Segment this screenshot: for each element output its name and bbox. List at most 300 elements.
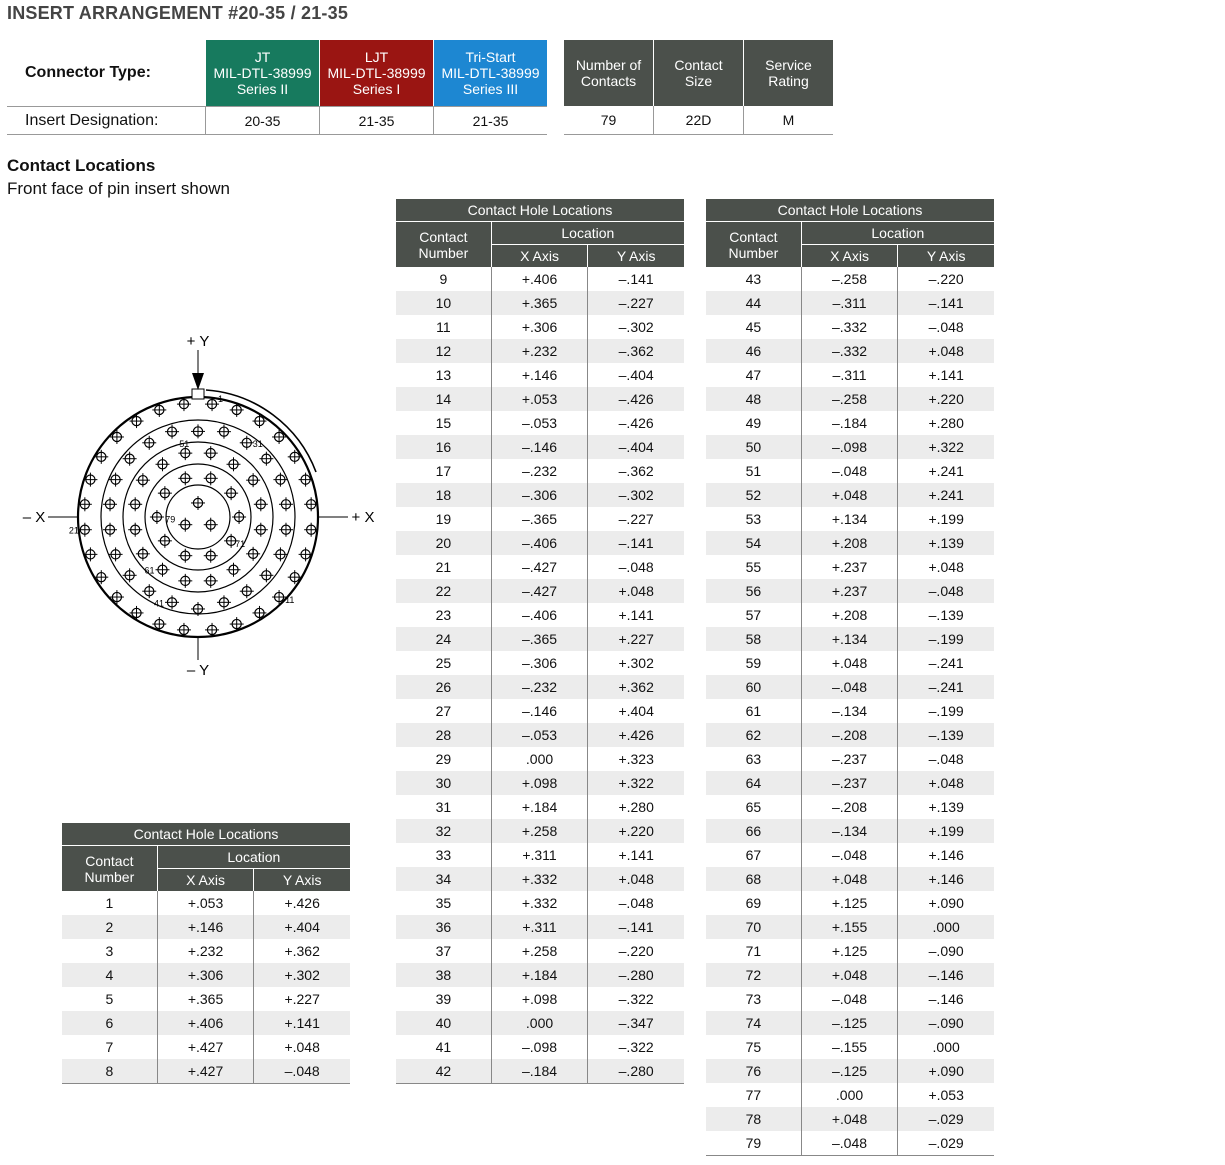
contact-table-2 <box>396 199 684 1084</box>
contact-number: 59 <box>745 655 762 671</box>
contact-number: 4 <box>62 963 157 987</box>
x-axis-value: –.406 <box>491 603 588 627</box>
contact-number: 78 <box>706 1107 801 1131</box>
y-axis-value: +.139 <box>898 531 994 555</box>
table-row <box>706 867 994 891</box>
service-rating-header: Service Rating <box>744 40 834 106</box>
table-row <box>706 1107 994 1131</box>
x-axis-value: –.365 <box>491 507 588 531</box>
y-axis-value: +.141 <box>254 1011 350 1035</box>
x-axis-value: –.125 <box>801 1059 898 1083</box>
table-row <box>706 675 994 699</box>
contact-number: 6 <box>62 1011 157 1035</box>
contact-number: 76 <box>706 1059 801 1083</box>
table-row <box>396 867 684 891</box>
contact-number: 1 <box>105 895 114 911</box>
x-axis-value: –.365 <box>491 627 588 651</box>
x-axis-value: –.048 <box>801 843 898 867</box>
table-title: Contact Hole Locations <box>706 199 994 222</box>
table-row <box>396 387 684 411</box>
table-row <box>706 507 994 531</box>
table-row <box>396 435 684 459</box>
table-row <box>62 987 350 1011</box>
location-header: Location <box>801 222 994 245</box>
contact-locations-title: Contact Locations <box>7 156 156 175</box>
y-axis-value: –.220 <box>588 939 684 963</box>
contact-number: 10 <box>396 291 491 315</box>
contact-number: 42 <box>396 1059 491 1084</box>
table-row <box>62 1011 350 1035</box>
y-axis-value: –.199 <box>898 627 994 651</box>
y-axis-value: +.220 <box>588 819 684 843</box>
key-arrow-icon <box>192 373 204 390</box>
contact-number: 79 <box>706 1131 801 1156</box>
contact-number: 45 <box>745 319 762 335</box>
table-row <box>396 459 684 483</box>
y-axis-value: +.048 <box>588 579 684 603</box>
y-axis-value: –.302 <box>588 315 684 339</box>
y-axis-value: –.048 <box>898 747 994 771</box>
x-axis-value: –.427 <box>491 579 588 603</box>
contact-number-header: Contact Number <box>396 222 491 268</box>
table-row <box>396 963 684 987</box>
y-axis-value: –.048 <box>588 891 684 915</box>
contact-number: 16 <box>396 435 491 459</box>
table-row <box>706 363 994 387</box>
contact-number: 39 <box>435 991 452 1007</box>
contact-number: 13 <box>435 367 452 383</box>
contact-number: 17 <box>435 463 452 479</box>
table-row <box>396 843 684 867</box>
table-row <box>396 1059 684 1084</box>
table-row <box>396 747 684 771</box>
y-axis-value: –.139 <box>898 723 994 747</box>
x-axis-value: +.237 <box>801 555 898 579</box>
y-axis-value: –.220 <box>898 267 994 291</box>
contact-number: 33 <box>435 847 452 863</box>
y-axis-value: +.241 <box>898 483 994 507</box>
table-row <box>706 723 994 747</box>
x-axis-value: +.232 <box>157 939 254 963</box>
contact-number: 69 <box>745 895 762 911</box>
table-row <box>706 387 994 411</box>
x-axis-value: –.427 <box>491 555 588 579</box>
contact-locations-subtitle: Front face of pin insert shown <box>7 179 231 198</box>
x-axis-header: X Axis <box>491 245 588 268</box>
connector-type-table <box>7 40 547 135</box>
table-row <box>706 339 994 363</box>
contact-number: 40 <box>396 1011 491 1035</box>
y-axis-value: +.227 <box>254 987 350 1011</box>
x-axis-value: +.427 <box>157 1035 254 1059</box>
table-row <box>396 651 684 675</box>
contact-number: 2 <box>62 915 157 939</box>
axis-label: – X <box>22 509 46 526</box>
table-row <box>706 531 994 555</box>
y-axis-value: +.426 <box>254 891 350 915</box>
y-axis-value: –.090 <box>898 939 994 963</box>
y-axis-value: –.146 <box>898 963 994 987</box>
contact-table-1 <box>62 823 350 1084</box>
y-axis-value: +.404 <box>588 699 684 723</box>
y-axis-value: +.362 <box>254 939 350 963</box>
y-axis-value: –.199 <box>898 699 994 723</box>
table-row <box>396 1035 684 1059</box>
y-axis-value: –.322 <box>588 987 684 1011</box>
x-axis-header: X Axis <box>801 245 898 268</box>
contact-number: 48 <box>706 387 801 411</box>
connector-ljt: LJT MIL-DTL-38999 Series I <box>320 40 434 107</box>
x-axis-value: –.098 <box>491 1035 588 1059</box>
y-axis-value: +.048 <box>254 1035 350 1059</box>
table-row <box>706 987 994 1011</box>
x-axis-value: +.332 <box>491 867 588 891</box>
x-axis-value: –.184 <box>491 1059 588 1084</box>
y-axis-value: +.048 <box>898 555 994 579</box>
contact-number: 53 <box>745 511 762 527</box>
contact-number: 8 <box>62 1059 157 1084</box>
service-rating-value: M <box>744 106 834 135</box>
y-axis-header: Y Axis <box>588 245 684 268</box>
contact-number: 43 <box>745 271 762 287</box>
table-row <box>396 1011 684 1035</box>
number-of-contacts-value: 79 <box>564 106 654 135</box>
table-row <box>396 411 684 435</box>
x-axis-value: –.232 <box>491 459 588 483</box>
axis-label: + Y <box>186 333 210 350</box>
table-row <box>706 603 994 627</box>
table-row <box>706 267 994 291</box>
table-row <box>706 291 994 315</box>
y-axis-value: –.141 <box>898 291 994 315</box>
table-row <box>62 915 350 939</box>
x-axis-value: –.208 <box>801 723 898 747</box>
contact-number: 58 <box>706 627 801 651</box>
designation-tristart: 21-35 <box>434 107 548 135</box>
contact-number: 23 <box>435 607 452 623</box>
contact-number: 22 <box>396 579 491 603</box>
x-axis-value: –.232 <box>491 675 588 699</box>
contact-size-header: Contact Size <box>654 40 744 106</box>
x-axis-value: +.048 <box>801 1107 898 1131</box>
x-axis-value: +.048 <box>801 651 898 675</box>
contact-label: 71 <box>235 538 246 549</box>
y-axis-value: –.146 <box>898 987 994 1011</box>
y-axis-value: –.426 <box>588 387 684 411</box>
contact-number: 50 <box>706 435 801 459</box>
table-row <box>706 315 994 339</box>
table-row <box>396 795 684 819</box>
contact-number: 46 <box>706 339 801 363</box>
table-row <box>706 483 994 507</box>
contact-number: 75 <box>745 1039 762 1055</box>
y-axis-value: +.322 <box>588 771 684 795</box>
page-title: INSERT ARRANGEMENT #20-35 / 21-35 <box>7 3 349 23</box>
contact-number: 47 <box>745 367 762 383</box>
y-axis-value: +.048 <box>898 771 994 795</box>
x-axis-value: –.184 <box>801 411 898 435</box>
table-row <box>396 723 684 747</box>
contact-number: 49 <box>745 415 762 431</box>
location-header: Location <box>491 222 684 245</box>
contact-number: 52 <box>706 483 801 507</box>
y-axis-value: –.048 <box>898 315 994 339</box>
y-axis-value: –.227 <box>588 507 684 531</box>
contact-number: 15 <box>435 415 452 431</box>
table-row <box>396 363 684 387</box>
contact-number: 70 <box>706 915 801 939</box>
table-row <box>396 339 684 363</box>
contact-number: 32 <box>396 819 491 843</box>
contact-number: 37 <box>435 943 452 959</box>
contact-number: 34 <box>396 867 491 891</box>
x-axis-value: +.258 <box>491 939 588 963</box>
contact-number: 51 <box>745 463 762 479</box>
x-axis-value: –.146 <box>491 699 588 723</box>
insert-diagram <box>18 330 388 690</box>
contact-number: 56 <box>706 579 801 603</box>
y-axis-value: –.029 <box>898 1107 994 1131</box>
x-axis-value: +.237 <box>801 579 898 603</box>
x-axis-value: –.258 <box>801 267 898 291</box>
contact-number: 21 <box>435 559 452 575</box>
x-axis-value: +.232 <box>491 339 588 363</box>
x-axis-value: +.365 <box>157 987 254 1011</box>
contact-size-value: 22D <box>654 106 744 135</box>
y-axis-value: +.048 <box>588 867 684 891</box>
y-axis-value: +.048 <box>898 339 994 363</box>
table-row <box>706 819 994 843</box>
x-axis-value: –.048 <box>801 675 898 699</box>
contact-number: 68 <box>706 867 801 891</box>
designation-ljt: 21-35 <box>320 107 434 135</box>
contact-number: 55 <box>745 559 762 575</box>
x-axis-value: +.365 <box>491 291 588 315</box>
y-axis-value: –.322 <box>588 1035 684 1059</box>
table-row <box>706 747 994 771</box>
connector-tristart: Tri-Start MIL-DTL-38999 Series III <box>434 40 548 107</box>
contact-number: 20 <box>396 531 491 555</box>
axis-label: – Y <box>186 662 210 679</box>
x-axis-value: +.098 <box>491 771 588 795</box>
x-axis-value: –.311 <box>801 363 898 387</box>
contact-number: 65 <box>745 799 762 815</box>
table-row <box>396 771 684 795</box>
contact-number: 11 <box>436 319 451 335</box>
x-axis-value: –.155 <box>801 1035 898 1059</box>
table-row <box>706 771 994 795</box>
contact-number-header: Contact Number <box>62 846 157 892</box>
y-axis-value: +.302 <box>254 963 350 987</box>
x-axis-value: +.306 <box>157 963 254 987</box>
table-row <box>396 939 684 963</box>
x-axis-value: +.311 <box>491 843 588 867</box>
contact-number: 14 <box>396 387 491 411</box>
x-axis-value: +.208 <box>801 603 898 627</box>
x-axis-value: .000 <box>491 1011 588 1035</box>
table-row <box>396 315 684 339</box>
table-row <box>706 939 994 963</box>
y-axis-value: +.146 <box>898 867 994 891</box>
x-axis-value: +.406 <box>491 267 588 291</box>
contact-number: 61 <box>745 703 762 719</box>
contact-number: 30 <box>396 771 491 795</box>
y-axis-value: –.404 <box>588 363 684 387</box>
contact-number: 41 <box>435 1039 452 1055</box>
contact-label: 11 <box>285 595 295 606</box>
y-axis-value: +.302 <box>588 651 684 675</box>
x-axis-value: +.146 <box>157 915 254 939</box>
contact-label: 1 <box>218 394 224 405</box>
y-axis-value: –.029 <box>898 1131 994 1156</box>
connector-type-label: Connector Type: <box>7 40 206 107</box>
number-of-contacts-header: Number of Contacts <box>564 40 654 106</box>
table-row <box>396 675 684 699</box>
contact-number: 66 <box>706 819 801 843</box>
y-axis-value: .000 <box>898 1035 994 1059</box>
x-axis-value: +.208 <box>801 531 898 555</box>
contact-number: 77 <box>745 1087 762 1103</box>
table-row <box>706 891 994 915</box>
y-axis-value: –.241 <box>898 675 994 699</box>
y-axis-value: –.302 <box>588 483 684 507</box>
x-axis-value: –.237 <box>801 771 898 795</box>
y-axis-value: –.090 <box>898 1011 994 1035</box>
y-axis-value: +.141 <box>588 603 684 627</box>
contact-number: 27 <box>435 703 452 719</box>
contact-number: 3 <box>105 943 114 959</box>
table-row <box>706 1131 994 1156</box>
table-row <box>706 699 994 723</box>
contact-number: 74 <box>706 1011 801 1035</box>
table-row <box>62 963 350 987</box>
contact-number: 67 <box>745 847 762 863</box>
contact-number: 5 <box>105 991 114 1007</box>
x-axis-value: –.134 <box>801 819 898 843</box>
table-row <box>706 627 994 651</box>
x-axis-value: +.053 <box>157 891 254 915</box>
contact-number: 54 <box>706 531 801 555</box>
table-row <box>706 1083 994 1107</box>
x-axis-value: +.048 <box>801 867 898 891</box>
contact-number: 38 <box>396 963 491 987</box>
table-row <box>62 891 350 915</box>
x-axis-value: –.146 <box>491 435 588 459</box>
contact-number: 24 <box>396 627 491 651</box>
x-axis-value: –.048 <box>801 987 898 1011</box>
contact-number: 36 <box>396 915 491 939</box>
y-axis-value: +.053 <box>898 1083 994 1107</box>
y-axis-value: +.280 <box>898 411 994 435</box>
designation-jt: 20-35 <box>206 107 320 135</box>
x-axis-value: –.125 <box>801 1011 898 1035</box>
table-title: Contact Hole Locations <box>396 199 684 222</box>
x-axis-header: X Axis <box>157 869 254 892</box>
table-row <box>62 939 350 963</box>
contact-number: 63 <box>745 751 762 767</box>
y-axis-value: –.141 <box>588 531 684 555</box>
table-row <box>396 915 684 939</box>
y-axis-value: +.141 <box>898 363 994 387</box>
x-axis-value: +.125 <box>801 939 898 963</box>
contact-number: 60 <box>706 675 801 699</box>
table-row <box>62 1059 350 1084</box>
contact-number: 64 <box>706 771 801 795</box>
x-axis-value: –.332 <box>801 315 898 339</box>
y-axis-value: –.347 <box>588 1011 684 1035</box>
y-axis-value: +.220 <box>898 387 994 411</box>
y-axis-value: –.139 <box>898 603 994 627</box>
x-axis-value: –.048 <box>801 459 898 483</box>
x-axis-value: –.208 <box>801 795 898 819</box>
contact-number: 25 <box>435 655 452 671</box>
contact-number: 7 <box>105 1039 114 1055</box>
table-row <box>706 555 994 579</box>
y-axis-value: –.426 <box>588 411 684 435</box>
table-row <box>706 843 994 867</box>
x-axis-value: +.258 <box>491 819 588 843</box>
table-row <box>706 435 994 459</box>
table-row <box>706 915 994 939</box>
y-axis-value: +.146 <box>898 843 994 867</box>
table-row <box>396 291 684 315</box>
y-axis-value: –.048 <box>588 555 684 579</box>
x-axis-value: –.134 <box>801 699 898 723</box>
insert-designation-label: Insert Designation: <box>7 107 206 135</box>
table-row <box>706 411 994 435</box>
table-row <box>396 699 684 723</box>
location-header: Location <box>157 846 350 869</box>
contact-number: 57 <box>745 607 762 623</box>
y-axis-value: +.322 <box>898 435 994 459</box>
contact-number: 73 <box>745 991 762 1007</box>
axis-label: + X <box>351 509 375 526</box>
contact-number: 18 <box>396 483 491 507</box>
x-axis-value: +.098 <box>491 987 588 1011</box>
y-axis-value: +.362 <box>588 675 684 699</box>
x-axis-value: +.184 <box>491 963 588 987</box>
contact-spec-table <box>564 40 833 135</box>
x-axis-value: +.184 <box>491 795 588 819</box>
connector-jt: JT MIL-DTL-38999 Series II <box>206 40 320 107</box>
contact-number: 9 <box>439 271 448 287</box>
table-row <box>396 627 684 651</box>
y-axis-value: +.090 <box>898 1059 994 1083</box>
x-axis-value: +.048 <box>801 483 898 507</box>
y-axis-value: +.090 <box>898 891 994 915</box>
x-axis-value: –.311 <box>801 291 898 315</box>
contact-number: 62 <box>706 723 801 747</box>
x-axis-value: +.146 <box>491 363 588 387</box>
contact-number: 28 <box>396 723 491 747</box>
y-axis-value: +.404 <box>254 915 350 939</box>
table-row <box>396 987 684 1011</box>
table-row <box>706 1059 994 1083</box>
contact-number: 26 <box>396 675 491 699</box>
table-row <box>396 603 684 627</box>
x-axis-value: +.406 <box>157 1011 254 1035</box>
contact-label: 21 <box>68 525 79 536</box>
table-row <box>396 555 684 579</box>
y-axis-value: +.241 <box>898 459 994 483</box>
contact-number: 71 <box>745 943 762 959</box>
x-axis-value: –.332 <box>801 339 898 363</box>
y-axis-value: –.141 <box>588 915 684 939</box>
x-axis-value: –.053 <box>491 723 588 747</box>
x-axis-value: +.306 <box>491 315 588 339</box>
y-axis-value: –.227 <box>588 291 684 315</box>
x-axis-value: –.306 <box>491 651 588 675</box>
